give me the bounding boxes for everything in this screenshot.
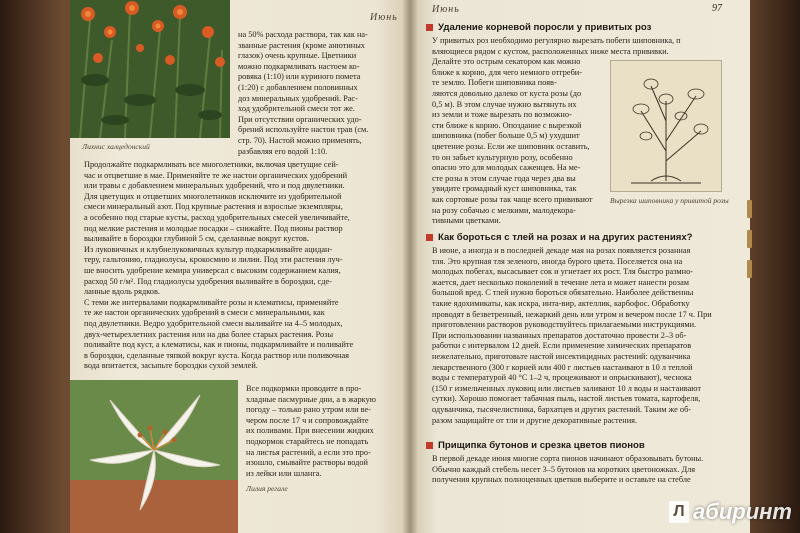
text-line: брений используйте настои трав (см. [238, 125, 369, 135]
text-line: увидите громадный куст шиповника, так [432, 184, 577, 194]
text-line: стр. 70). Настой можно применять, [238, 135, 362, 145]
text-line: можно подкармливать настоем ко- [238, 61, 360, 71]
text-line: сутки). Хорошо помогает табачная пыль, настой листьев томата, картофеля, [432, 394, 701, 404]
text-line: или травы с добавлением минеральных удобрений, что и под двулетники. [84, 181, 345, 191]
text-line: Из луковичных и клубнелуковичных культур подкармливайте ацидан- [84, 244, 333, 254]
section-marker-icon [426, 234, 433, 241]
page-number: 97 [712, 3, 722, 14]
text-line: Для цветущих и отцветших многолетников исключите из удобрительной [84, 191, 342, 201]
text-line: из земли и тоже вырезать по возможно- [432, 110, 572, 120]
text-line: доз минеральных удобрений. Рас- [238, 93, 358, 103]
section-peony-title: Прищипка бутонов и срезка цветов пионов [426, 440, 645, 451]
text-line: разбавляя его водой 1:10. [238, 146, 328, 156]
text-line: ланные вдоль рядков. [84, 287, 160, 297]
left-page [70, 0, 410, 533]
text-line: получения крупных полноценных цветков выберите и оставьте на стебле [432, 475, 691, 485]
text-line: те же настои органических удобрений в смеси с минеральными, как [84, 308, 325, 318]
text-line: на 50% расхода раствора, так как на- [238, 30, 368, 39]
text-line: разом защищайте от тли и другие декоративные растения. [432, 415, 638, 425]
text-line: двух-четырехлетних растения или на два более старых растения. Розы [84, 329, 334, 339]
text-line: опасно это для молодых саженцев. На ме- [432, 163, 581, 173]
text-line: изошло, смывайте растворы водой [246, 458, 368, 468]
text-line: такие ядохимикаты, как искра, инта-вир, актеллик, карбофос. Обработку [432, 298, 690, 308]
lychnis-photo [70, 0, 230, 138]
text-line: из лейки или шланга. [246, 468, 322, 478]
text-line: под мелкие растения и молодые посадки – снижайте. Под пионы раствор [84, 223, 343, 233]
text-line: цветение розы. Если же шиповник оставить, [432, 141, 590, 151]
text-line: При использовании названных препаратов достаточно провести 2–3 об- [432, 330, 687, 340]
text-line: лекарственного (300 г корней или 400 г листьев настаивают в 10 л теплой [432, 362, 693, 372]
text-line: подкормок старайтесь не попадать [246, 436, 369, 446]
text-line: Все подкормки проводите в про- [246, 384, 362, 393]
left-column-top [238, 30, 402, 157]
text-line: ближе к корню, для чего немного отгреби- [432, 67, 583, 77]
text-line: званные растения (кроме анютиных [238, 40, 365, 50]
text-line: работки с интервалом 12 дней. Если применение химических препаратов [432, 341, 692, 351]
text-line: вляющиеся рядом с кустом, расположенных ниже места прививки. [432, 46, 669, 56]
right-page-header: Июнь [432, 4, 460, 15]
section-marker-icon [426, 24, 433, 31]
text-line: под двулетники. Ведро удобрительной смеси выливайте на 4–5 молодых, [84, 318, 343, 328]
right-page [410, 0, 750, 533]
text-line: поливайте под куст, а клематисы, как и пионы, подкармливайте и поливайте [84, 340, 354, 350]
text-line: теру, гальтонию, гладиолусы, крокосмию и лилии. Под эти растения луч- [84, 255, 343, 265]
text-line: шиповника (побег больше 0,5 м) ухудшит [432, 131, 580, 141]
labirint-logo-icon: Л [669, 501, 689, 523]
text-line: вода впитается, засыпьте бороздки сухой землей. [84, 361, 258, 371]
text-line: 0,5 м). В этом случае нужно вытянуть их [432, 99, 577, 109]
text-line: час и отцветшие в мае. Применяйте те же настои органических удобрений [84, 170, 348, 180]
left-page-header: Июнь [370, 12, 398, 23]
watermark-text: абиринт [692, 499, 792, 524]
text-line: проводят в безветренный, нежаркий день или утром и вечером после 17 ч. При [432, 309, 712, 319]
text-line: на розу собачью с мелкими, малодекора- [432, 205, 576, 215]
section-rootstock-title: Удаление корневой поросли у привитых роз [426, 22, 651, 33]
text-line: ляются довольно далеко от куста розы (до [432, 88, 582, 98]
text-line: расход 50 г/м². Под гладиолусы удобрения выливайте в бороздки, сде- [84, 276, 332, 286]
text-line: большой вред. С тлей нужно бороться обязательно. Наиболее действенны [432, 288, 694, 298]
text-line: те землю. Побеги шиповника появ- [432, 78, 557, 88]
section-peony-text [432, 454, 744, 486]
text-line: тля. Это крупная тля зеленого, иногда бурого цвета. Поселяется она на [432, 256, 683, 266]
section-aphid-text [432, 246, 744, 426]
lily-photo [70, 380, 238, 533]
rose-sketch-caption: Вырезка шиповника у привитой розы [610, 196, 729, 205]
text-line: жается, дает несколько поколений в течение лета и может нанести розам [432, 277, 690, 287]
text-line: то он забьет культурную розу, особенно [432, 152, 573, 162]
left-column-bottom [246, 384, 402, 479]
text-line: одуванчика, тысячелистника, бархатцев и других растений. Таким же об- [432, 404, 692, 414]
text-line: на листья растений, а если это про- [246, 447, 371, 457]
section-marker-icon [426, 442, 433, 449]
text-line: молодых побегах, высасывает сок и угнетает их рост. Тля быстро размно- [432, 267, 693, 277]
text-line: сте розы в этом случае года через два вы [432, 173, 576, 183]
text-line: чером после 17 ч и сопровождайте [246, 415, 369, 425]
text-line: У привитых роз необходимо регулярно вырезать побеги шиповника, п [432, 36, 681, 45]
page-edge-tabs [746, 200, 752, 320]
text-line: воды с температурой 40 °С 1–2 ч, процеживают и опрыскивают), чеснока [432, 373, 692, 383]
left-main-text [84, 160, 402, 372]
text-line: приготовлении растворов руководствуйтесь прилагаемыми инструкциями. [432, 320, 697, 330]
text-line: В июне, а иногда и в последней декаде мая на розах появляется розанная [432, 246, 691, 255]
text-line: (1:20) с добавлением половинных [238, 82, 358, 92]
lily-caption: Лилия регале [246, 484, 288, 493]
text-line: погоду – только рано утром или ве- [246, 405, 371, 415]
text-line: При отсутствии органических удо- [238, 114, 362, 124]
text-line: как сортовые розы так чаще всего прививают [432, 194, 593, 204]
text-line: их поливами. При внесении жидких [246, 426, 374, 436]
text-line: а особенно под старые кусты, расход удобрительных смесей увеличивайте, [84, 212, 350, 222]
text-line: тивными цветками. [432, 216, 501, 226]
text-line: Обычно каждый стебель несет 3–5 бутонов на коротких цветоножках. Для [432, 464, 696, 474]
text-line: выливайте в бороздки глубиной 5 см, сделанные вокруг кустов. [84, 234, 309, 244]
text-line: сти ближе к корню. Опоздание с вырезкой [432, 120, 582, 130]
text-line: ход удобрительной смеси тот же. [238, 104, 355, 114]
text-line: глазок) очень крупные. Цветники [238, 51, 357, 61]
text-line: в бороздки, сделанные тяпкой вокруг куста. Когда раствор или поливочная [84, 350, 349, 360]
book-spine [402, 0, 418, 533]
text-line: В первой декаде июня многие сорта пионов начинают образовывать бутоны. [432, 454, 704, 463]
labirint-watermark [669, 499, 792, 525]
rose-sketch-illustration [610, 60, 722, 192]
text-line: смеси минеральный азот. Под крупные растения и взрослые экземпляры, [84, 202, 343, 212]
text-line: нежелательно, приготовьте настой инсектицидных растений: одуванчика [432, 351, 691, 361]
text-line: Продолжайте подкармливать все многолетники, включая цветущие сей- [84, 160, 339, 169]
text-line: С теми же интервалами подкармливайте розы и клематисы, применяйте [84, 297, 339, 307]
text-line: ровяка (1:10) или куриного помета [238, 72, 361, 82]
text-line: хладные пасмурные дни, а в жаркую [246, 394, 376, 404]
lychnis-caption: Лихнис халцедонский [82, 142, 150, 151]
text-line: (150 г измельченных луковиц или листьев заливают 10 л воды и настаивают [432, 383, 701, 393]
text-line: ше вносить удобрение кемира универсал с высоким содержанием калия, [84, 265, 341, 275]
section-aphid-title: Как бороться с тлей на розах и на других растениях? [426, 232, 693, 243]
text-line: Делайте это острым секатором как можно [432, 57, 581, 67]
